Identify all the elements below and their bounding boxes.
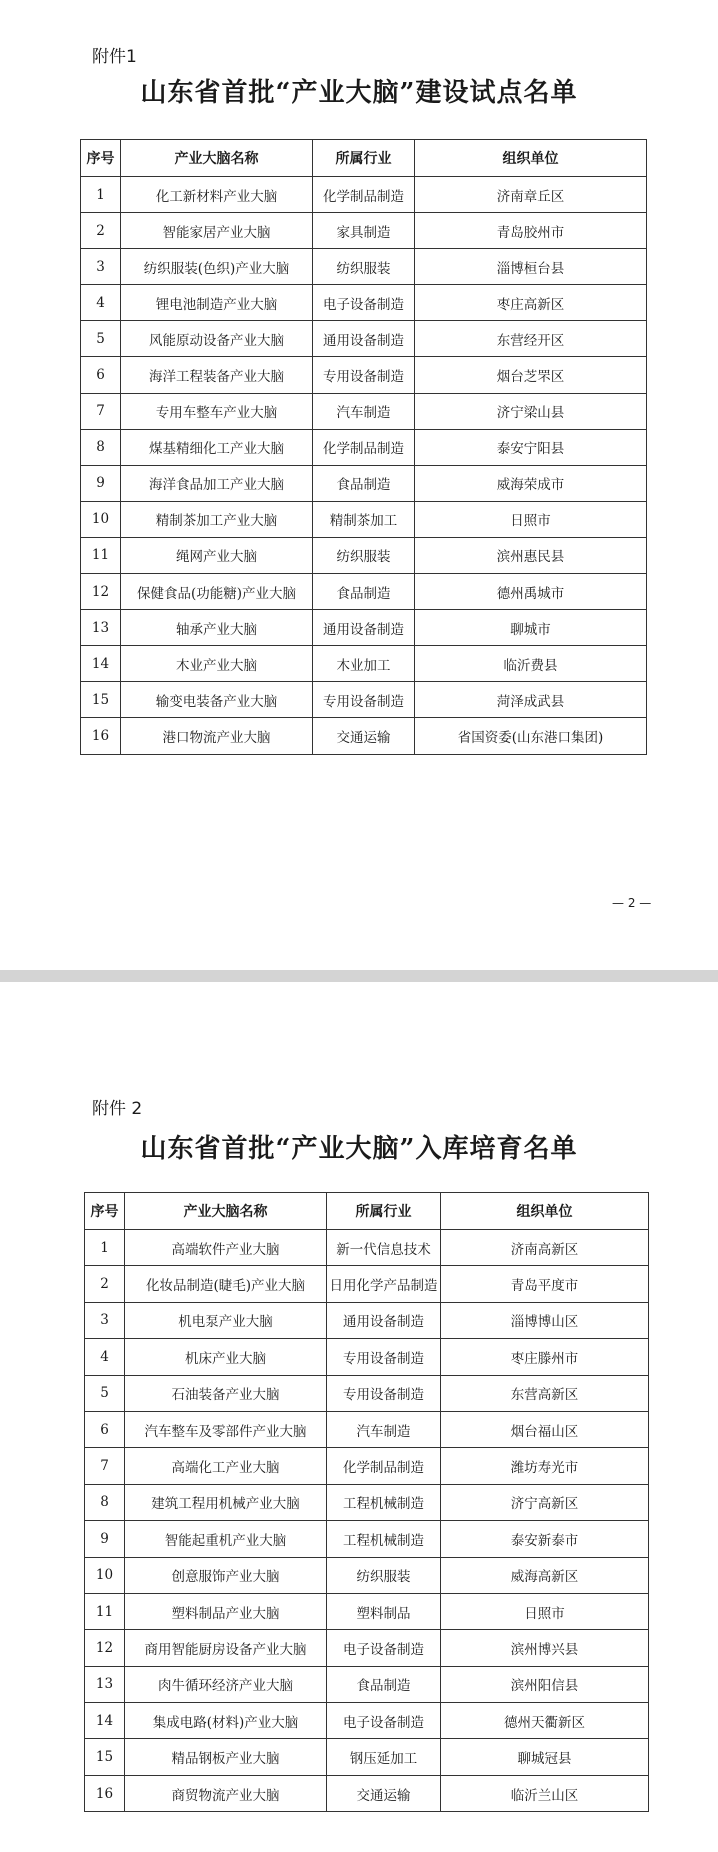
cell-brain-name: 绳网产业大脑 <box>121 537 313 573</box>
cell-index: 8 <box>81 429 121 465</box>
table-row <box>85 1593 649 1629</box>
cell-organizer: 济南高新区 <box>441 1230 649 1266</box>
table-row <box>81 682 647 718</box>
cell-industry: 精制茶加工 <box>313 501 415 537</box>
cell-index: 5 <box>81 321 121 357</box>
header-organizer: 组织单位 <box>415 140 647 177</box>
cell-brain-name: 保健食品(功能糖)产业大脑 <box>121 574 313 610</box>
cell-brain-name: 汽车整车及零部件产业大脑 <box>125 1411 327 1447</box>
cell-index: 9 <box>81 465 121 501</box>
cell-brain-name: 机床产业大脑 <box>125 1339 327 1375</box>
attachment-label: 附件1 <box>92 47 137 67</box>
page-title: 山东省首批“产业大脑”建设试点名单 <box>140 78 578 108</box>
cell-brain-name: 商贸物流产业大脑 <box>125 1775 327 1811</box>
cell-industry: 家具制造 <box>313 213 415 249</box>
cell-organizer: 淄博桓台县 <box>415 249 647 285</box>
cell-brain-name: 精品钢板产业大脑 <box>125 1739 327 1775</box>
cell-index: 9 <box>85 1521 125 1557</box>
cell-brain-name: 木业产业大脑 <box>121 646 313 682</box>
cell-brain-name: 商用智能厨房设备产业大脑 <box>125 1630 327 1666</box>
cell-index: 11 <box>85 1593 125 1629</box>
page-title: 山东省首批“产业大脑”入库培育名单 <box>140 1134 578 1164</box>
cell-brain-name: 化工新材料产业大脑 <box>121 177 313 213</box>
cell-brain-name: 煤基精细化工产业大脑 <box>121 429 313 465</box>
attachment-label: 附件 2 <box>92 1099 143 1119</box>
cell-organizer: 烟台芝罘区 <box>415 357 647 393</box>
cell-organizer: 聊城冠县 <box>441 1739 649 1775</box>
cell-index: 13 <box>85 1666 125 1702</box>
cell-brain-name: 海洋工程装备产业大脑 <box>121 357 313 393</box>
cell-organizer: 聊城市 <box>415 610 647 646</box>
cell-industry: 专用设备制造 <box>313 357 415 393</box>
cell-industry: 食品制造 <box>313 465 415 501</box>
cell-brain-name: 机电泵产业大脑 <box>125 1302 327 1338</box>
cell-brain-name: 塑料制品产业大脑 <box>125 1593 327 1629</box>
table-row <box>81 574 647 610</box>
cell-organizer: 滨州博兴县 <box>441 1630 649 1666</box>
cell-index: 1 <box>81 177 121 213</box>
cell-industry: 纺织服装 <box>313 249 415 285</box>
table-row <box>85 1266 649 1302</box>
cell-brain-name: 锂电池制造产业大脑 <box>121 285 313 321</box>
table-row <box>81 610 647 646</box>
table-row <box>81 646 647 682</box>
cell-organizer: 潍坊寿光市 <box>441 1448 649 1484</box>
cell-organizer: 德州天衢新区 <box>441 1703 649 1739</box>
table-row <box>85 1739 649 1775</box>
cell-organizer: 东营经开区 <box>415 321 647 357</box>
cell-industry: 通用设备制造 <box>313 321 415 357</box>
cell-industry: 汽车制造 <box>313 393 415 429</box>
cell-index: 8 <box>85 1484 125 1520</box>
cell-index: 2 <box>85 1266 125 1302</box>
cell-index: 6 <box>81 357 121 393</box>
cell-brain-name: 港口物流产业大脑 <box>121 718 313 754</box>
cell-organizer: 济宁高新区 <box>441 1484 649 1520</box>
cell-brain-name: 集成电路(材料)产业大脑 <box>125 1703 327 1739</box>
table-row <box>85 1775 649 1811</box>
cell-organizer: 烟台福山区 <box>441 1411 649 1447</box>
cell-index: 1 <box>85 1230 125 1266</box>
header-brain-name: 产业大脑名称 <box>121 140 313 177</box>
cell-index: 12 <box>81 574 121 610</box>
cell-brain-name: 输变电装备产业大脑 <box>121 682 313 718</box>
cell-organizer: 临沂兰山区 <box>441 1775 649 1811</box>
cell-index: 10 <box>81 501 121 537</box>
cell-organizer: 济宁梁山县 <box>415 393 647 429</box>
header-industry: 所属行业 <box>313 140 415 177</box>
cell-industry: 电子设备制造 <box>327 1630 441 1666</box>
cell-brain-name: 风能原动设备产业大脑 <box>121 321 313 357</box>
cell-index: 7 <box>85 1448 125 1484</box>
cell-brain-name: 纺织服装(色织)产业大脑 <box>121 249 313 285</box>
page-number: — 2 — <box>612 896 652 910</box>
cell-index: 12 <box>85 1630 125 1666</box>
table-header-row <box>81 140 647 177</box>
cell-brain-name: 高端软件产业大脑 <box>125 1230 327 1266</box>
cell-index: 4 <box>85 1339 125 1375</box>
cell-organizer: 日照市 <box>441 1593 649 1629</box>
cell-organizer: 青岛胶州市 <box>415 213 647 249</box>
page-divider <box>0 970 718 982</box>
table-row <box>81 357 647 393</box>
cell-brain-name: 轴承产业大脑 <box>121 610 313 646</box>
table-row <box>85 1302 649 1338</box>
cell-industry: 专用设备制造 <box>313 682 415 718</box>
header-index: 序号 <box>81 140 121 177</box>
header-brain-name: 产业大脑名称 <box>125 1193 327 1230</box>
table-row <box>85 1630 649 1666</box>
cell-brain-name: 石油装备产业大脑 <box>125 1375 327 1411</box>
cell-industry: 新一代信息技术 <box>327 1230 441 1266</box>
cell-organizer: 滨州惠民县 <box>415 537 647 573</box>
table-row <box>81 177 647 213</box>
cell-organizer: 东营高新区 <box>441 1375 649 1411</box>
cell-index: 6 <box>85 1411 125 1447</box>
table-header-row <box>85 1193 649 1230</box>
cell-industry: 汽车制造 <box>327 1411 441 1447</box>
header-organizer: 组织单位 <box>441 1193 649 1230</box>
incubation-list-table <box>84 1192 649 1812</box>
cell-index: 4 <box>81 285 121 321</box>
cell-index: 7 <box>81 393 121 429</box>
cell-brain-name: 智能家居产业大脑 <box>121 213 313 249</box>
cell-brain-name: 精制茶加工产业大脑 <box>121 501 313 537</box>
table-row <box>81 213 647 249</box>
cell-industry: 钢压延加工 <box>327 1739 441 1775</box>
cell-organizer: 枣庄滕州市 <box>441 1339 649 1375</box>
cell-organizer: 日照市 <box>415 501 647 537</box>
cell-industry: 专用设备制造 <box>327 1339 441 1375</box>
table-row <box>81 537 647 573</box>
cell-index: 13 <box>81 610 121 646</box>
cell-industry: 食品制造 <box>313 574 415 610</box>
cell-brain-name: 创意服饰产业大脑 <box>125 1557 327 1593</box>
cell-index: 3 <box>85 1302 125 1338</box>
table-row <box>85 1484 649 1520</box>
cell-industry: 电子设备制造 <box>313 285 415 321</box>
cell-brain-name: 专用车整车产业大脑 <box>121 393 313 429</box>
header-industry: 所属行业 <box>327 1193 441 1230</box>
table-row <box>85 1339 649 1375</box>
cell-organizer: 济南章丘区 <box>415 177 647 213</box>
table-row <box>81 285 647 321</box>
table-row <box>81 718 647 754</box>
cell-industry: 日用化学产品制造 <box>327 1266 441 1302</box>
cell-organizer: 临沂费县 <box>415 646 647 682</box>
cell-index: 14 <box>85 1703 125 1739</box>
cell-industry: 交通运输 <box>327 1775 441 1811</box>
table-row <box>85 1375 649 1411</box>
cell-index: 5 <box>85 1375 125 1411</box>
cell-industry: 电子设备制造 <box>327 1703 441 1739</box>
cell-organizer: 威海荣成市 <box>415 465 647 501</box>
cell-industry: 工程机械制造 <box>327 1521 441 1557</box>
cell-industry: 通用设备制造 <box>327 1302 441 1338</box>
cell-organizer: 泰安宁阳县 <box>415 429 647 465</box>
table-row <box>85 1448 649 1484</box>
cell-index: 16 <box>85 1775 125 1811</box>
cell-index: 16 <box>81 718 121 754</box>
cell-brain-name: 化妆品制造(睫毛)产业大脑 <box>125 1266 327 1302</box>
cell-industry: 化学制品制造 <box>327 1448 441 1484</box>
cell-organizer: 威海高新区 <box>441 1557 649 1593</box>
table-row <box>85 1666 649 1702</box>
table-row <box>81 393 647 429</box>
cell-brain-name: 海洋食品加工产业大脑 <box>121 465 313 501</box>
cell-industry: 食品制造 <box>327 1666 441 1702</box>
cell-index: 15 <box>81 682 121 718</box>
document-page-2 <box>0 982 718 1852</box>
cell-index: 2 <box>81 213 121 249</box>
cell-index: 10 <box>85 1557 125 1593</box>
table-row <box>85 1411 649 1447</box>
cell-industry: 交通运输 <box>313 718 415 754</box>
cell-industry: 化学制品制造 <box>313 429 415 465</box>
table-row <box>85 1230 649 1266</box>
cell-brain-name: 肉牛循环经济产业大脑 <box>125 1666 327 1702</box>
cell-organizer: 青岛平度市 <box>441 1266 649 1302</box>
cell-brain-name: 智能起重机产业大脑 <box>125 1521 327 1557</box>
cell-index: 11 <box>81 537 121 573</box>
cell-industry: 木业加工 <box>313 646 415 682</box>
cell-organizer: 枣庄高新区 <box>415 285 647 321</box>
cell-industry: 塑料制品 <box>327 1593 441 1629</box>
cell-organizer: 淄博博山区 <box>441 1302 649 1338</box>
cell-index: 3 <box>81 249 121 285</box>
cell-organizer: 滨州阳信县 <box>441 1666 649 1702</box>
cell-brain-name: 高端化工产业大脑 <box>125 1448 327 1484</box>
cell-organizer: 德州禹城市 <box>415 574 647 610</box>
table-row <box>81 465 647 501</box>
pilot-list-table <box>80 139 647 755</box>
cell-index: 14 <box>81 646 121 682</box>
table-row <box>81 501 647 537</box>
cell-index: 15 <box>85 1739 125 1775</box>
cell-industry: 纺织服装 <box>327 1557 441 1593</box>
table-row <box>81 321 647 357</box>
cell-industry: 化学制品制造 <box>313 177 415 213</box>
cell-organizer: 省国资委(山东港口集团) <box>415 718 647 754</box>
table-row <box>85 1703 649 1739</box>
cell-organizer: 菏泽成武县 <box>415 682 647 718</box>
table-row <box>85 1521 649 1557</box>
cell-industry: 通用设备制造 <box>313 610 415 646</box>
table-row <box>81 249 647 285</box>
header-index: 序号 <box>85 1193 125 1230</box>
cell-industry: 专用设备制造 <box>327 1375 441 1411</box>
cell-industry: 工程机械制造 <box>327 1484 441 1520</box>
cell-organizer: 泰安新泰市 <box>441 1521 649 1557</box>
cell-industry: 纺织服装 <box>313 537 415 573</box>
cell-brain-name: 建筑工程用机械产业大脑 <box>125 1484 327 1520</box>
table-row <box>85 1557 649 1593</box>
table-row <box>81 429 647 465</box>
